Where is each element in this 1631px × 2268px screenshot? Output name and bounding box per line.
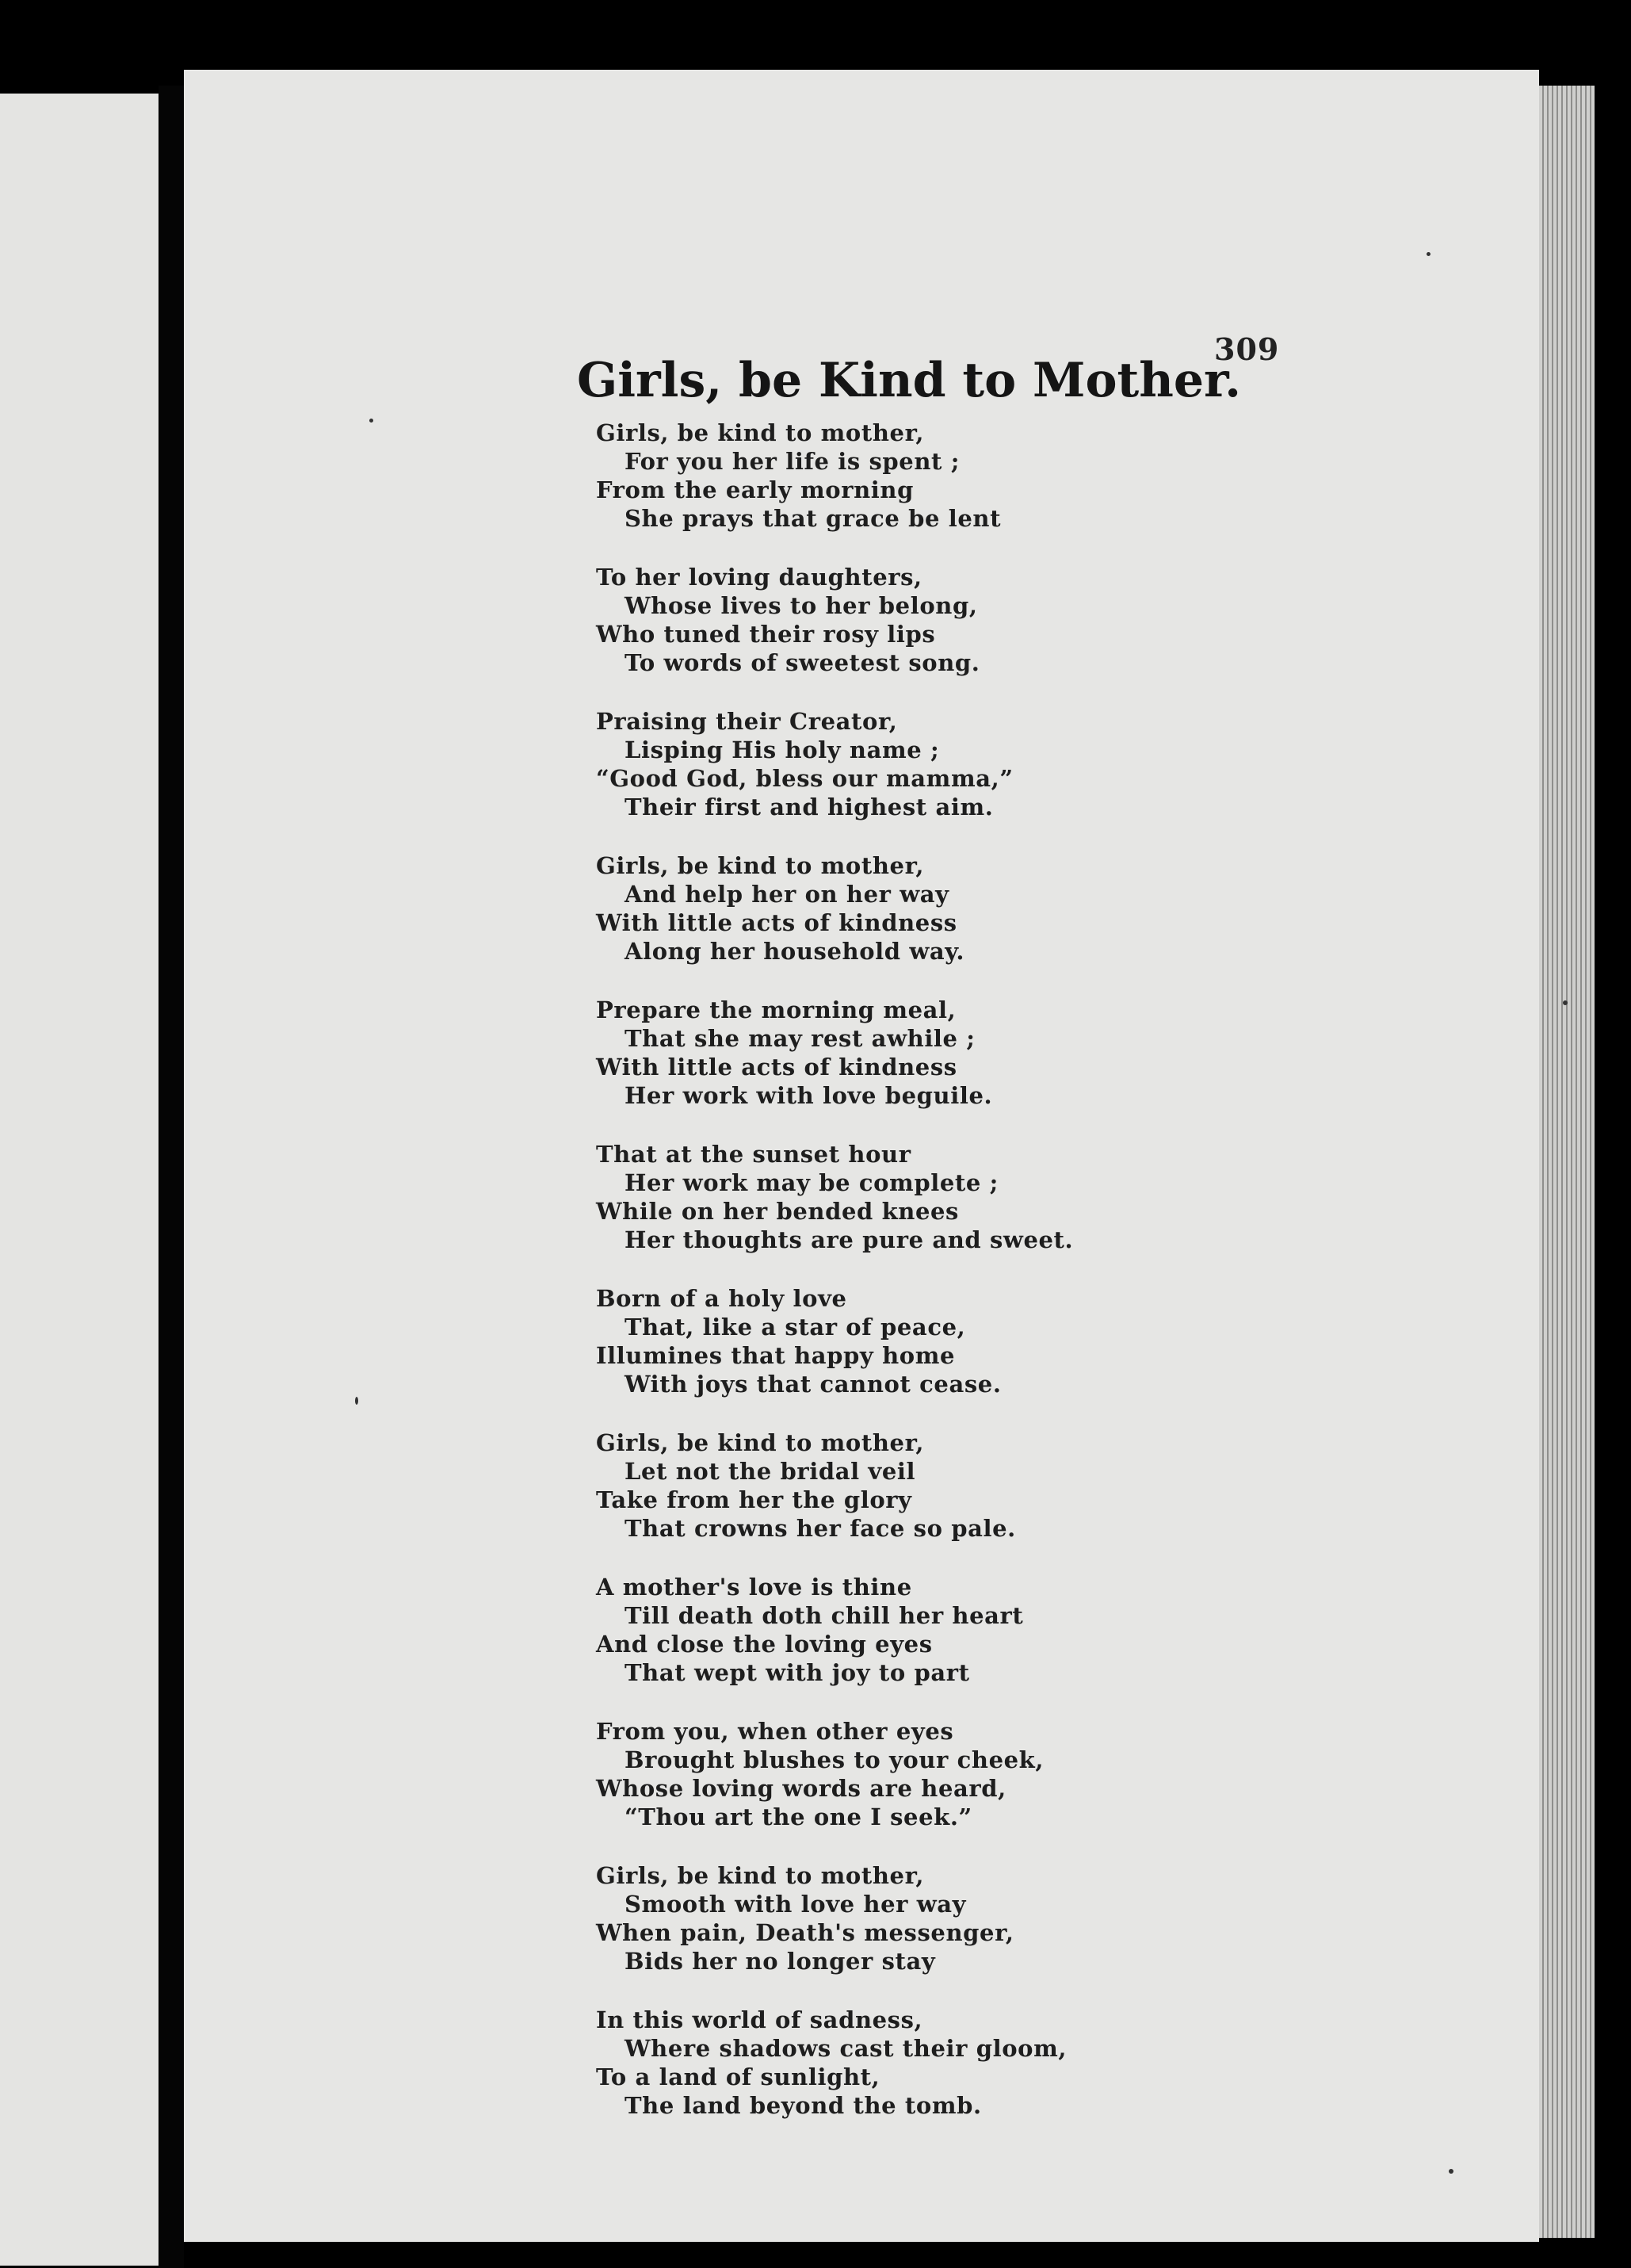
- poem-line: With little acts of kindness: [596, 1054, 957, 1080]
- poem-stanza: [596, 1573, 1151, 1687]
- dust-speck: [355, 1397, 358, 1405]
- poem-line: That, like a star of peace,: [625, 1314, 966, 1341]
- poem-line: Who tuned their rosy lips: [596, 621, 936, 648]
- poem-line: Girls, be kind to mother,: [596, 1429, 925, 1456]
- poem-line: The land beyond the tomb.: [625, 2092, 982, 2119]
- poem-line: With joys that cannot cease.: [625, 1371, 1002, 1398]
- poem-line: Girls, be kind to mother,: [596, 419, 925, 446]
- poem-line: Her work with love beguile.: [625, 1082, 993, 1109]
- page-edges: [1539, 86, 1595, 2238]
- poem-line: When pain, Death's messenger,: [596, 1919, 1014, 1946]
- poem-line: That wept with joy to part: [625, 1659, 970, 1686]
- poem-stanza: [596, 1140, 1151, 1254]
- poem-line: From the early morning: [596, 476, 914, 503]
- poem-line: Whose loving words are heard,: [596, 1775, 1006, 1802]
- poem-line: Illumines that happy home: [596, 1342, 956, 1369]
- poem-line: Her work may be complete ;: [625, 1169, 999, 1196]
- poem-body: [596, 419, 1151, 2150]
- poem-line: Where shadows cast their gloom,: [625, 2035, 1068, 2062]
- poem-line: Born of a holy love: [596, 1285, 847, 1312]
- poem-line: To a land of sunlight,: [596, 2063, 880, 2090]
- poem-stanza: [596, 1861, 1151, 1975]
- poem-stanza: [596, 851, 1151, 966]
- poem-line: Let not the bridal veil: [625, 1458, 916, 1485]
- poem-line: And help her on her way: [625, 881, 949, 908]
- left-page: [0, 94, 159, 2266]
- poem-line: That she may rest awhile ;: [625, 1025, 976, 1052]
- poem-line: Till death doth chill her heart: [625, 1602, 1024, 1629]
- poem-stanza: [596, 563, 1151, 677]
- dust-speck: [1563, 1000, 1568, 1005]
- poem-stanza: [596, 419, 1151, 533]
- poem-line: For you her life is spent ;: [625, 448, 961, 475]
- poem-line: Whose lives to her belong,: [625, 592, 978, 619]
- poem-line: And close the loving eyes: [596, 1631, 933, 1658]
- book-gutter: [159, 86, 184, 2268]
- poem-stanza: [596, 1717, 1151, 1831]
- poem-line: Take from her the glory: [596, 1486, 912, 1513]
- poem-line: Along her household way.: [625, 938, 965, 965]
- poem-title: Girls, be Kind to Mother.: [577, 353, 1241, 408]
- poem-line: Prepare the morning meal,: [596, 996, 957, 1023]
- poem-line: In this world of sadness,: [596, 2006, 923, 2033]
- poem-line: Bids her no longer stay: [625, 1948, 936, 1975]
- poem-line: “Thou art the one I seek.”: [625, 1803, 972, 1830]
- dust-speck: [1427, 252, 1430, 256]
- poem-line: That crowns her face so pale.: [625, 1515, 1016, 1542]
- page-number: 309: [1214, 331, 1280, 367]
- poem-line: Lisping His holy name ;: [625, 736, 940, 763]
- poem-line: Girls, be kind to mother,: [596, 852, 925, 879]
- poem-line: She prays that grace be lent: [625, 505, 1002, 532]
- poem-line: Girls, be kind to mother,: [596, 1862, 925, 1889]
- dust-speck: [1449, 2169, 1453, 2174]
- poem-stanza: [596, 1428, 1151, 1543]
- poem-line: That at the sunset hour: [596, 1141, 911, 1168]
- poem-stanza: [596, 707, 1151, 821]
- poem-line: To words of sweetest song.: [625, 649, 980, 676]
- poem-line: “Good God, bless our mamma,”: [596, 765, 1014, 792]
- poem-line: To her loving daughters,: [596, 564, 922, 591]
- poem-line: While on her bended knees: [596, 1198, 959, 1225]
- poem-stanza: [596, 1284, 1151, 1398]
- poem-line: With little acts of kindness: [596, 909, 957, 936]
- edge-shadow: [1595, 86, 1631, 2268]
- poem-stanza: [596, 996, 1151, 1110]
- poem-line: Her thoughts are pure and sweet.: [625, 1226, 1074, 1253]
- poem-line: Praising their Creator,: [596, 708, 898, 735]
- poem-line: From you, when other eyes: [596, 1718, 954, 1745]
- poem-stanza: [596, 2006, 1151, 2120]
- poem-line: A mother's love is thine: [596, 1574, 912, 1601]
- dust-speck: [369, 419, 373, 423]
- poem-line: Smooth with love her way: [625, 1891, 967, 1918]
- poem-line: Brought blushes to your cheek,: [625, 1746, 1045, 1773]
- poem-line: Their first and highest aim.: [625, 794, 994, 820]
